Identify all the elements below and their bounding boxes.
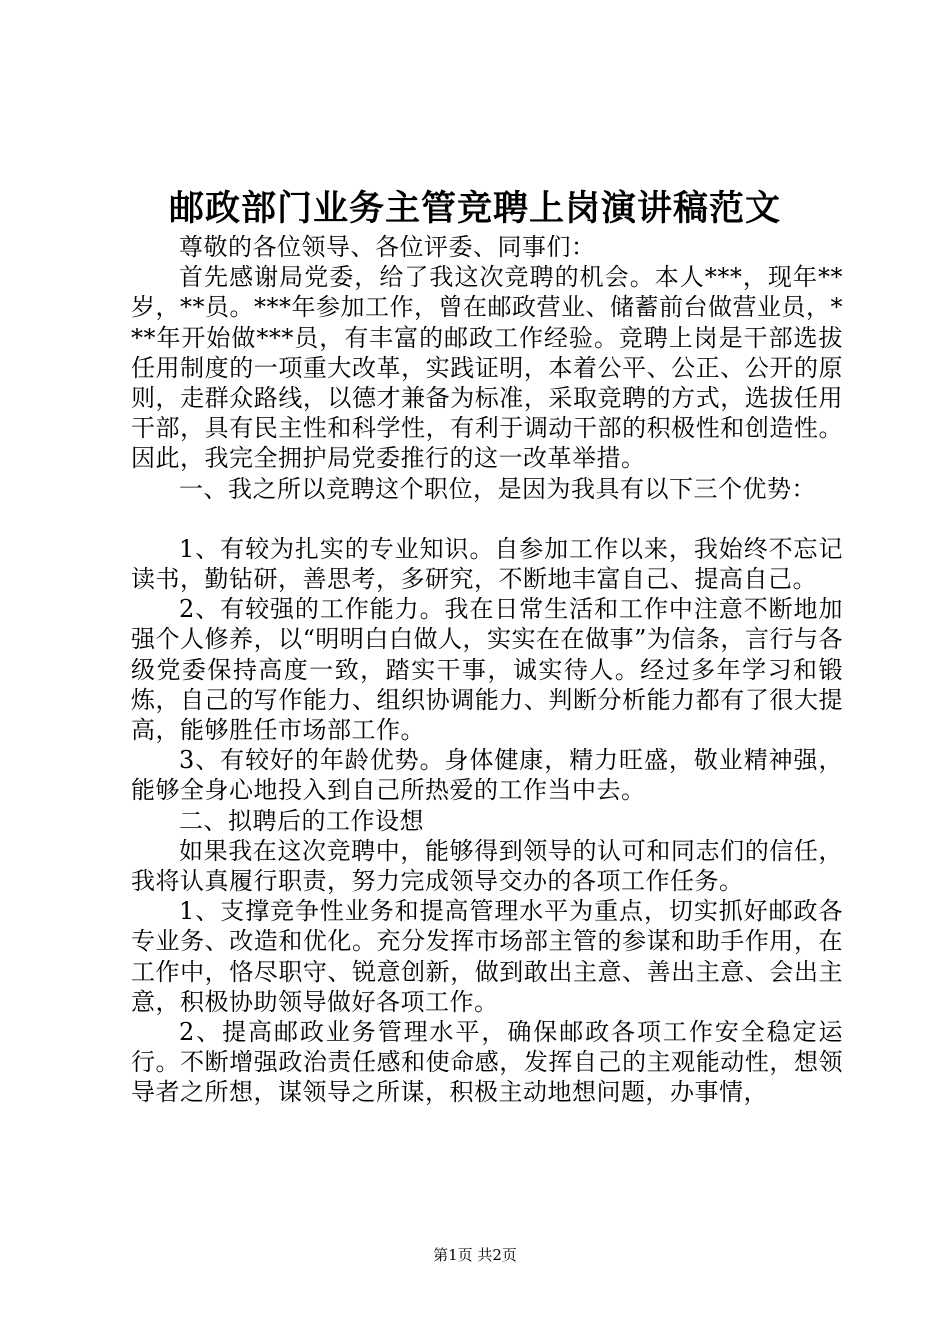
body-paragraph: 2、有较强的工作能力。我在日常生活和工作中注意不断地加强个人修养，以“明明白白做人，实实在在做事”为信条，言行与各级党委保持高度一致，踏实干事，诚实待人。经过多年学习和锻炼，自己的写作能力、组织协调能力、判断分析能力都有了很大提高，能够胜任市场部工作。 xyxy=(131,595,843,745)
section-heading: 二、拟聘后的工作设想 xyxy=(179,806,424,835)
document-title: 邮政部门业务主管竞聘上岗演讲稿范文 xyxy=(168,188,781,229)
page-footer: 第1页 共2页 xyxy=(433,1246,517,1264)
body-paragraph: 1、支撑竞争性业务和提高管理水平为重点，切实抓好邮政各专业务、改造和优化。充分发挥市场部主管的参谋和助手作用，在工作中，恪尽职守、锐意创新，做到敢出主意、善出主意、会出主意，积极协助领导做好各项工作。 xyxy=(131,897,843,1016)
section-heading: 一、我之所以竞聘这个职位，是因为我具有以下三个优势： xyxy=(179,474,816,503)
body-paragraph: 2、提高邮政业务管理水平，确保邮政各项工作安全稳定运行。不断增强政治责任感和使命感，发挥自己的主观能动性，想领导者之所想，谋领导之所谋，积极主动地想问题，办事情， xyxy=(131,1018,843,1107)
body-paragraph: 1、有较为扎实的专业知识。自参加工作以来，我始终不忘记读书，勤钻研，善思考，多研究，不断地丰富自己、提高自己。 xyxy=(131,534,843,594)
document-body xyxy=(131,232,843,1108)
body-paragraph: 3、有较好的年龄优势。身体健康，精力旺盛，敬业精神强，能够全身心地投入到自己所热爱的工作当中去。 xyxy=(131,746,843,805)
body-paragraph: 首先感谢局党委，给了我这次竞聘的机会。本人***，现年**岁，**员。***年参加工作，曾在邮政营业、储蓄前台做营业员，***年开始做***员，有丰富的邮政工作经验。竞聘上岗是干部选拔任用制度的一项重大改革，实践证明，本着公平、公正、公开的原则，走群众路线，以德才兼备为标准，采取竞聘的方式，选拔任用干部，具有民主性和科学性，有利于调动干部的积极性和创造性。因此，我完全拥护局党委推行的这一改革举措。 xyxy=(131,263,843,473)
salutation-paragraph: 尊敬的各位领导、各位评委、同事们： xyxy=(179,233,596,261)
body-paragraph: 如果我在这次竞聘中，能够得到领导的认可和同志们的信任，我将认真履行职责，努力完成领导交办的各项工作任务。 xyxy=(131,836,843,896)
